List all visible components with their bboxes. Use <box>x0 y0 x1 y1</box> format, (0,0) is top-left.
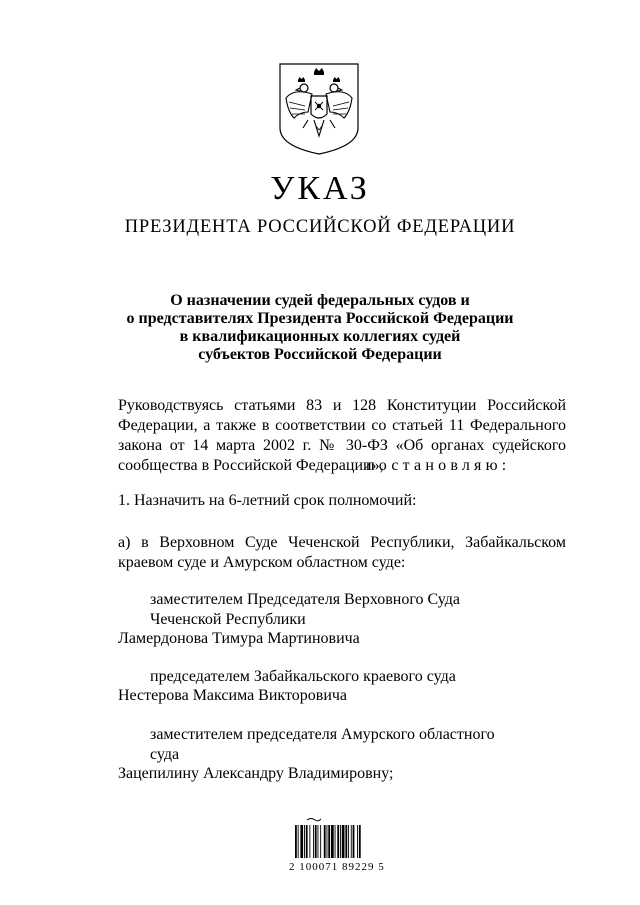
document-subtitle: ПРЕЗИДЕНТА РОССИЙСКОЙ ФЕДЕРАЦИИ <box>124 217 516 237</box>
preamble-last-line <box>118 456 566 476</box>
heading-line: о представителях Президента Российской Федерации <box>126 310 514 327</box>
barcode-bar <box>320 825 321 858</box>
double-headed-eagle-icon <box>278 62 360 156</box>
barcode-bar <box>331 825 334 858</box>
heading-line: О назначении судей федеральных судов и <box>170 292 470 309</box>
barcode-bar <box>335 825 336 858</box>
barcode-bar <box>328 825 330 858</box>
barcode-bar <box>340 825 341 858</box>
preamble-paragraph <box>118 396 566 476</box>
heading-line: субъектов Российской Федерации <box>198 346 442 363</box>
barcode-number: 2 100071 89229 5 <box>289 861 385 873</box>
appointment-position-line: суда <box>150 746 180 763</box>
barcode-bar <box>295 825 297 858</box>
appointee-name: Ламердонова Тимура Мартиновича <box>118 630 360 647</box>
barcode-bars <box>289 817 385 859</box>
coat-of-arms-emblem <box>278 62 360 156</box>
barcode-bar <box>337 825 339 858</box>
barcode-bar <box>298 825 299 858</box>
barcode-bar <box>327 825 328 858</box>
barcode-bar <box>342 825 345 858</box>
barcode-bar <box>313 825 314 858</box>
barcode-bar <box>345 825 347 858</box>
barcode-bar <box>304 825 305 858</box>
barcode-bar <box>315 825 317 858</box>
appointee-name: Нестерова Максима Викторовича <box>118 687 348 704</box>
appointment-position-line: Чеченской Республики <box>150 611 306 628</box>
barcode-bar <box>353 825 355 858</box>
item-a <box>118 533 566 573</box>
barcode-bar <box>318 825 319 858</box>
barcode-bar <box>359 825 361 858</box>
appointment-position-line: заместителем председателя Амурского областного <box>150 726 495 743</box>
signature-mark <box>307 819 321 821</box>
item-a-line: а) в Верховном Суде Чеченской Республики, Забайкальском <box>118 534 566 551</box>
appointment-position-line: заместителем Председателя Верховного Суда <box>150 591 460 608</box>
preamble-line: сообщества в Российской Федерации», <box>118 457 384 474</box>
barcode-bar <box>306 825 308 858</box>
barcode-bar <box>300 825 303 858</box>
preamble-line: Федерации, а также в соответствии со статьей 11 Федерального <box>118 417 566 434</box>
decree-word: постановляю: <box>366 457 511 474</box>
document-title: УКАЗ <box>270 170 370 207</box>
item-a-line: краевом суде и Амурском областном суде: <box>118 554 406 571</box>
preamble-line: закона от 14 марта 2002 г. № 30-ФЗ «Об органах судейского <box>118 437 566 454</box>
barcode-bar <box>309 825 310 858</box>
preamble-line: Руководствуясь статьями 83 и 128 Конституции Российской <box>118 397 566 414</box>
appointment-position-line: председателем Забайкальского краевого суда <box>150 668 456 685</box>
barcode <box>289 817 385 873</box>
barcode-bar <box>357 825 358 858</box>
barcode-bar <box>351 825 352 858</box>
decree-heading <box>0 292 640 364</box>
item-1: 1. Назначить на 6-летний срок полномочий: <box>118 492 417 509</box>
barcode-bar <box>348 825 349 858</box>
appointee-name: Зацепилину Александру Владимировну; <box>118 765 394 782</box>
heading-line: в квалификационных коллегиях судей <box>179 328 461 345</box>
barcode-bar <box>324 825 326 858</box>
